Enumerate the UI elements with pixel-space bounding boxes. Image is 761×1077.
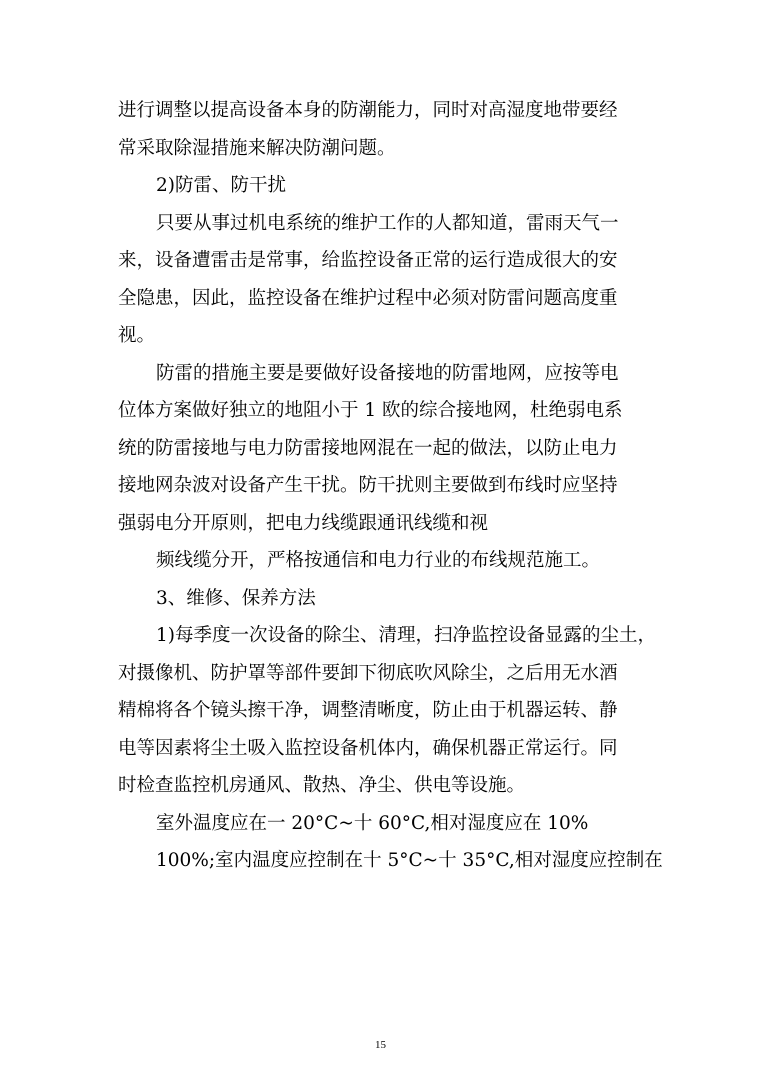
text-line: 接地网杂波对设备产生干扰。防干扰则主要做到布线时应坚持 [118,475,618,496]
text-line: 频线缆分开，严格按通信和电力行业的布线规范施工。 [156,550,601,571]
text-line: 强弱电分开原则，把电力线缆跟通讯线缆和视 [118,512,489,534]
text-line: 位体方案做好独立的地阻小于 1 欧的综合接地网，杜绝弱电系 [118,400,623,421]
text-line: 防雷的措施主要是要做好设备接地的防雷地网，应按等电 [156,362,619,384]
text-line: 进行调整以提高设备本身的防潮能力，同时对高湿度地带要经 [118,100,618,121]
text-line: 电等因素将尘土吸入监控设备机体内，确保机器正常运行。同 [118,737,618,759]
section-heading: 2)防雷、防干扰 [156,175,286,196]
body-text [118,92,678,880]
text-line: 统的防雷接地与电力防雷接地网混在一起的做法，以防止电力 [118,437,618,459]
text-line: 全隐患，因此，监控设备在维护过程中必须对防雷问题高度重 [118,287,618,309]
text-line: 精棉将各个镜头擦干净，调整清晰度，防止由于机器运转、静 [118,700,618,721]
text-line: 对摄像机、防护罩等部件要卸下彻底吹风除尘，之后用无水酒 [118,662,618,684]
section-heading: 3、维修、保养方法 [156,587,316,609]
text-line: 时检查监控机房通风、散热、净尘、供电等设施。 [118,775,526,796]
text-line: 1)每季度一次设备的除尘、清理，扫净监控设备显露的尘土， [156,625,656,646]
text-line: 只要从事过机电系统的维护工作的人都知道，雷雨天气一 [156,212,619,234]
text-line: 常采取除湿措施来解决防潮问题。 [118,137,396,159]
text-line: 100%;室内温度应控制在十 5°C~十 35°C,相对湿度应控制在 [156,850,663,871]
text-line: 视。 [118,325,156,346]
text-line: 来，设备遭雷击是常事，给监控设备正常的运行造成很大的安 [118,250,618,271]
text-line: 室外温度应在一 20°C~十 60°C,相对湿度应在 10% [156,812,589,834]
page-number: 15 [375,1039,386,1051]
